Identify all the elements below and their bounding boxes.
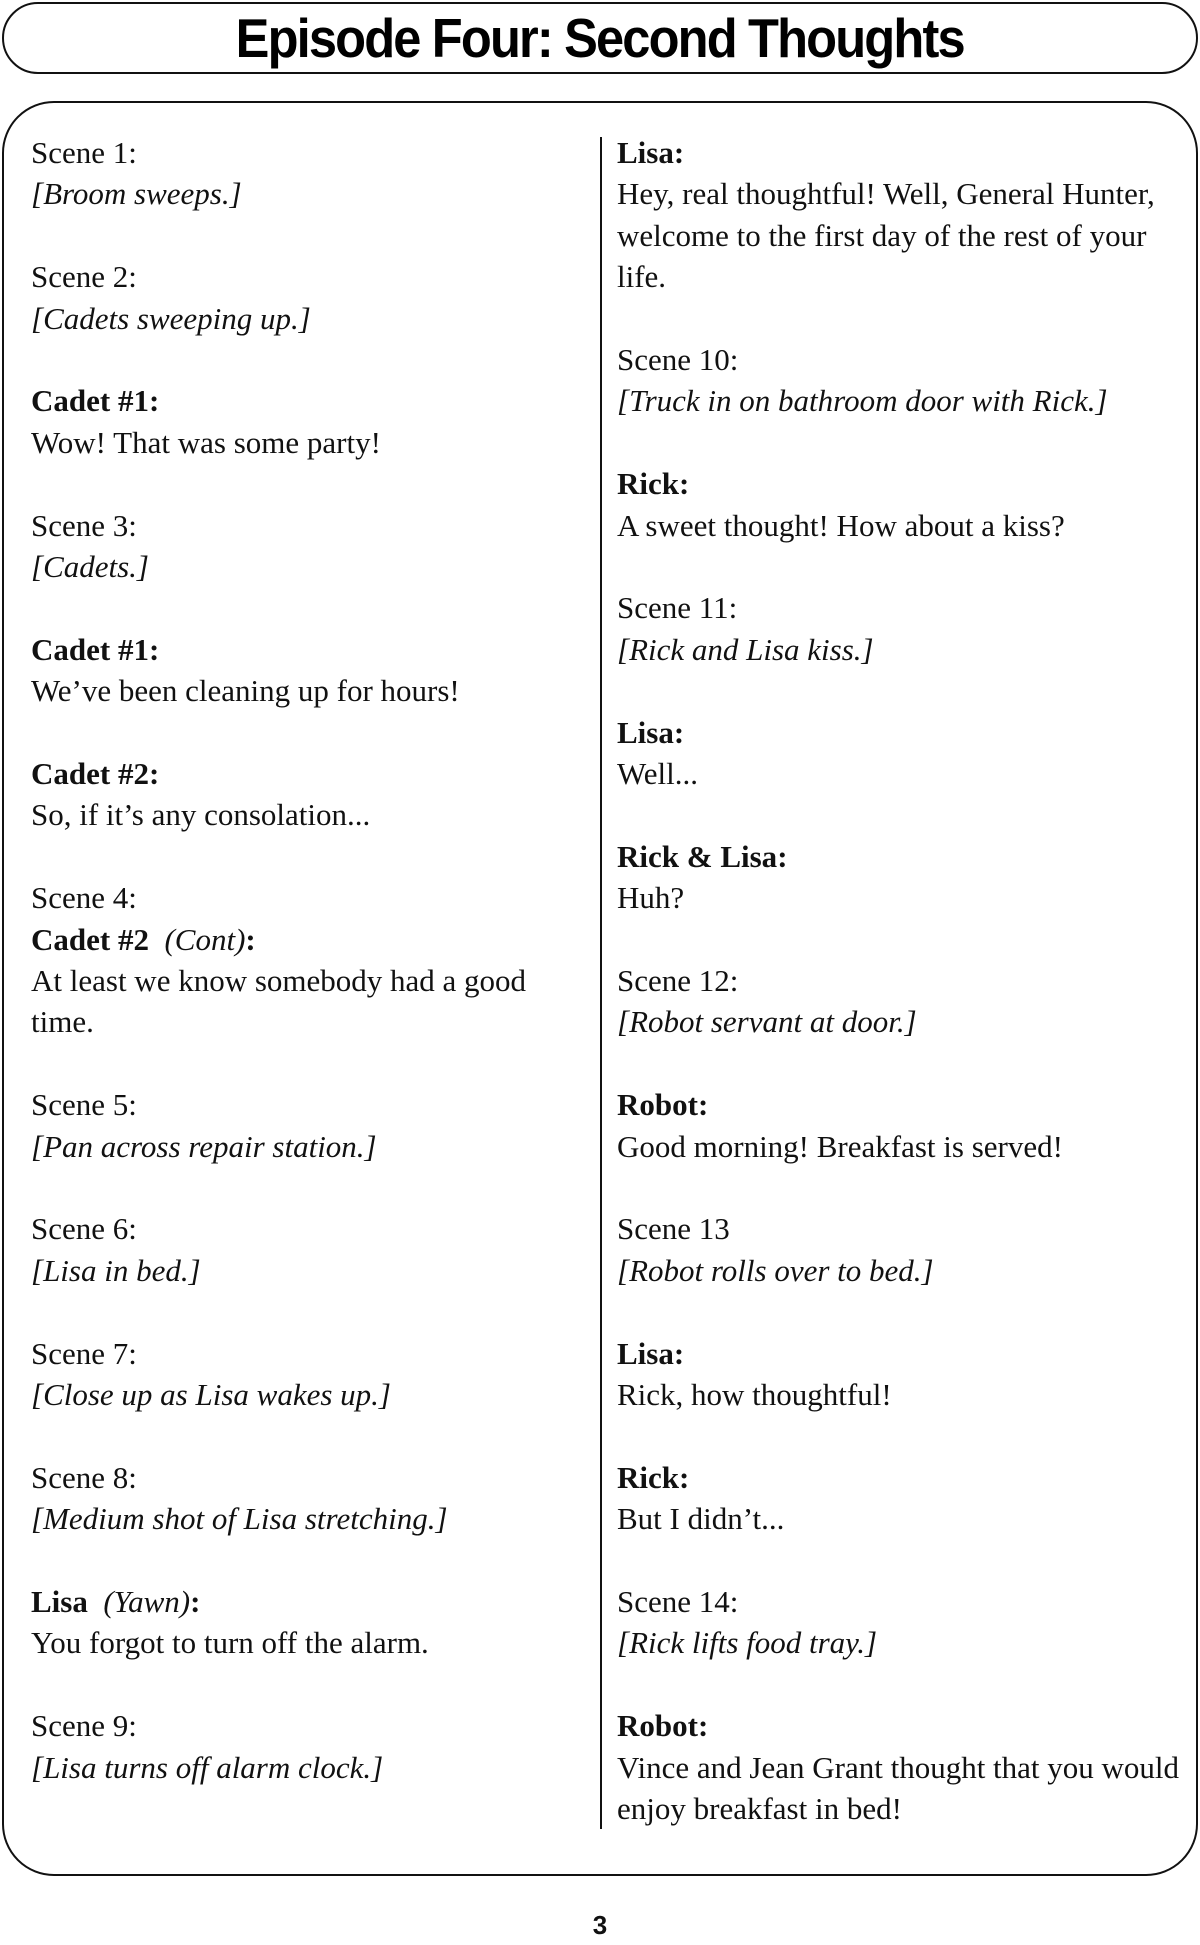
dialogue-text: Well... <box>617 756 699 792</box>
script-block <box>617 1208 1187 1291</box>
script-block <box>617 1581 1187 1664</box>
script-block <box>617 960 1187 1043</box>
stage-direction: [Cadets.] <box>31 549 149 585</box>
script-block <box>31 1208 576 1291</box>
speaker-colon: : <box>679 466 690 502</box>
speaker-line <box>617 1084 1187 1125</box>
scene-label: Scene 8: <box>31 1459 137 1495</box>
dialogue-text: But I didn’t... <box>617 1501 785 1537</box>
scene-label: Scene 6: <box>31 1211 137 1247</box>
script-block <box>31 1333 576 1416</box>
script-block <box>617 587 1187 670</box>
dialogue-text: Wow! That was some party! <box>31 424 381 460</box>
stage-direction: [Robot servant at door.] <box>617 1004 917 1040</box>
speaker-line <box>617 132 1187 173</box>
script-block <box>617 1333 1187 1416</box>
speaker-colon: : <box>673 1335 685 1371</box>
script-block <box>31 256 576 339</box>
speaker-line <box>617 836 1187 877</box>
speaker-line <box>31 753 576 794</box>
stage-direction: [Rick and Lisa kiss.] <box>617 631 874 667</box>
script-block <box>617 1084 1187 1167</box>
stage-direction: [Close up as Lisa wakes up.] <box>31 1377 391 1413</box>
script-block <box>617 339 1187 422</box>
speaker-name: Rick <box>617 1459 679 1495</box>
speaker-colon: : <box>697 1087 709 1123</box>
speaker-colon: : <box>697 1708 709 1744</box>
speaker-colon: : <box>673 135 685 170</box>
script-block <box>31 132 576 215</box>
page-title: Episode Four: Second Thoughts <box>235 6 965 69</box>
speaker-colon: : <box>148 383 160 419</box>
dialogue-text: Huh? <box>617 880 685 916</box>
dialogue-text: We’ve been cleaning up for hours! <box>31 673 460 709</box>
script-block <box>617 1457 1187 1540</box>
scene-label: Scene 5: <box>31 1087 137 1123</box>
speaker-colon: : <box>679 1459 690 1495</box>
column-divider <box>600 137 602 1829</box>
speaker-line <box>617 1705 1187 1746</box>
dialogue-text: You forgot to turn off the alarm. <box>31 1625 429 1661</box>
dialogue-text: So, if it’s any consolation... <box>31 797 371 833</box>
left-column <box>31 132 576 1829</box>
stage-direction: [Lisa in bed.] <box>31 1252 201 1288</box>
script-block <box>617 1705 1187 1829</box>
stage-direction: [Rick lifts food tray.] <box>617 1625 878 1661</box>
script-block <box>31 1581 576 1664</box>
script-block <box>31 1705 576 1788</box>
right-column <box>617 132 1187 1871</box>
script-block <box>31 1457 576 1540</box>
scene-label: Scene 11: <box>617 590 738 626</box>
speaker-colon: : <box>148 756 160 792</box>
scene-label: Scene 9: <box>31 1708 137 1744</box>
dialogue-text: Rick, how thoughtful! <box>617 1377 892 1413</box>
speaker-name: Cadet #1 <box>31 383 149 419</box>
script-block <box>31 380 576 463</box>
scene-label: Scene 7: <box>31 1335 137 1371</box>
speaker-name: Cadet #2 <box>31 921 149 957</box>
script-block <box>31 1084 576 1167</box>
dialogue-text: Good morning! Breakfast is served! <box>617 1128 1063 1164</box>
speaker-colon: : <box>190 1584 201 1620</box>
speaker-name: Robot <box>617 1708 698 1744</box>
script-block <box>31 877 576 1043</box>
speaker-aside: (Yawn) <box>103 1584 191 1620</box>
script-block <box>617 836 1187 919</box>
speaker-line <box>617 1333 1187 1374</box>
speaker-line <box>31 919 576 960</box>
stage-direction: [Pan across repair station.] <box>31 1128 377 1164</box>
speaker-name: Lisa <box>31 1584 88 1620</box>
script-block <box>31 505 576 588</box>
speaker-colon: : <box>148 631 160 667</box>
speaker-name: Lisa <box>617 714 674 750</box>
scene-label: Scene 1: <box>31 135 137 170</box>
speaker-colon: : <box>673 714 685 750</box>
speaker-line <box>31 380 576 421</box>
script-block <box>31 753 576 836</box>
stage-direction: [Lisa turns off alarm clock.] <box>31 1749 384 1785</box>
speaker-name: Rick & Lisa <box>617 838 778 874</box>
speaker-name: Lisa <box>617 1335 674 1371</box>
scene-label: Scene 13 <box>617 1211 730 1247</box>
scene-label: Scene 14: <box>617 1584 739 1620</box>
page-number: 3 <box>592 1910 608 1940</box>
stage-direction: [Medium shot of Lisa stretching.] <box>31 1501 448 1537</box>
scene-label: Scene 4: <box>31 880 137 916</box>
stage-direction: [Cadets sweeping up.] <box>31 300 311 336</box>
script-block <box>31 629 576 712</box>
scene-label: Scene 12: <box>617 963 739 999</box>
title-banner <box>2 2 1198 74</box>
script-block <box>617 463 1187 546</box>
stage-direction: [Broom sweeps.] <box>31 176 242 212</box>
speaker-line <box>617 712 1187 753</box>
stage-direction: [Truck in on bathroom door with Rick.] <box>617 383 1108 419</box>
speaker-name: Lisa <box>617 135 674 170</box>
speaker-name: Cadet #2 <box>31 756 149 792</box>
scene-label: Scene 3: <box>31 507 137 543</box>
dialogue-text: At least we know somebody had a good time. <box>31 963 527 1040</box>
script-block <box>617 132 1187 298</box>
speaker-name: Robot <box>617 1087 698 1123</box>
stage-direction: [Robot rolls over to bed.] <box>617 1252 934 1288</box>
speaker-colon: : <box>245 921 256 957</box>
speaker-colon: : <box>777 838 788 874</box>
dialogue-text: Hey, real thoughtful! Well, General Hunter, welcome to the first day of the rest of your life. <box>617 176 1155 295</box>
speaker-name: Cadet #1 <box>31 631 149 667</box>
dialogue-text: A sweet thought! How about a kiss? <box>617 507 1065 543</box>
speaker-line <box>617 463 1187 504</box>
speaker-line <box>617 1457 1187 1498</box>
scene-label: Scene 10: <box>617 342 739 378</box>
script-block <box>617 712 1187 795</box>
scene-label: Scene 2: <box>31 259 137 295</box>
dialogue-text: Vince and Jean Grant thought that you would enjoy breakfast in bed! <box>617 1749 1180 1827</box>
speaker-name: Rick <box>617 466 679 502</box>
speaker-line <box>31 629 576 670</box>
speaker-line <box>31 1581 576 1622</box>
speaker-aside: (Cont) <box>164 921 246 957</box>
